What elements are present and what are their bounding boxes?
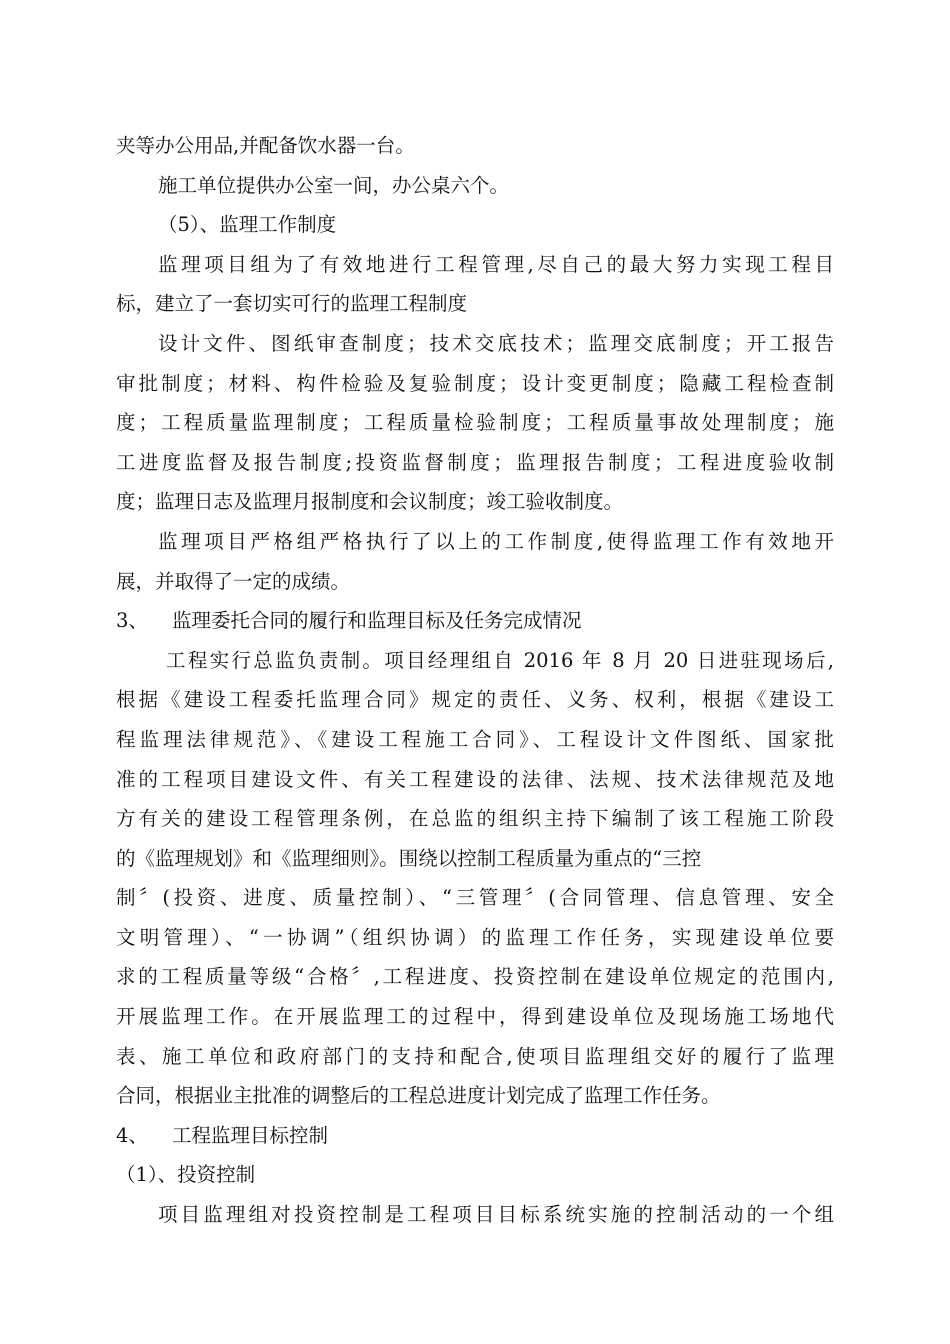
paragraph-line: 监理项目组为了有效地进行工程管理,尽自己的最大努力实现工程目 xyxy=(158,252,834,276)
paragraph-line: 文明管理）、“一协调”（组织协调）的监理工作任务，实现建设单位要 xyxy=(116,925,834,949)
paragraph-line: 表、施工单位和政府部门的支持和配合,使项目监理组交好的履行了监理 xyxy=(116,1044,834,1068)
paragraph-line: 工程实行总监负责制。项目经理组自 2016 年 8 月 20 日进驻现场后, xyxy=(166,648,834,672)
paragraph-line: 标，建立了一套切实可行的监理工程制度 xyxy=(116,292,468,316)
paragraph-line: 展，并取得了一定的成绩。 xyxy=(116,569,351,593)
paragraph-line: 方有关的建设工程管理条例，在总监的组织主持下编制了该工程施工阶段 xyxy=(116,807,834,831)
section-heading-4 xyxy=(116,1116,834,1156)
section-number: 4、 xyxy=(116,1123,148,1147)
paragraph-line: 准的工程项目建设文件、有关工程建设的法律、法规、技术法律规范及地 xyxy=(116,767,834,791)
paragraph-line: 设计文件、图纸审查制度；技术交底技术；监理交底制度；开工报告 xyxy=(158,331,834,355)
paragraph-line: 开展监理工作。在开展监理工的过程中，得到建设单位及现场施工场地代 xyxy=(116,1005,834,1029)
paragraph-line: 制〞(投资、进度、质量控制）、“三管理〞(合同管理、信息管理、安全 xyxy=(116,886,834,910)
subsection-heading: （1）、投资控制 xyxy=(116,1163,256,1187)
paragraph-line: 的《监理规划》和《监理细则》。围绕以控制工程质量为重点的“三控 xyxy=(116,846,702,870)
section-title: 工程监理目标控制 xyxy=(172,1123,329,1147)
paragraph-line: 施工单位提供办公室一间，办公桌六个。 xyxy=(158,173,510,197)
subsection-heading: （5）、监理工作制度 xyxy=(158,213,337,237)
paragraph-line: 夹等办公用品,并配备饮水器一台。 xyxy=(116,134,415,157)
paragraph-line: 监理项目严格组严格执行了以上的工作制度,使得监理工作有效地开 xyxy=(158,529,834,553)
section-number: 3、 xyxy=(116,609,148,633)
paragraph-line: 求的工程质量等级“合格〞,工程进度、投资控制在建设单位规定的范围内, xyxy=(116,965,834,989)
paragraph-line: 根据《建设工程委托监理合同》规定的责任、义务、权利，根据《建设工 xyxy=(116,688,834,712)
paragraph-line: 程监理法律规范》、《建设工程施工合同》、工程设计文件图纸、国家批 xyxy=(116,727,834,751)
paragraph-line: 度；监理日志及监理月报制度和会议制度；竣工验收制度。 xyxy=(116,490,624,514)
document-page xyxy=(116,126,834,1235)
paragraph-line: 审批制度；材料、构件检验及复验制度；设计变更制度；隐藏工程检查制 xyxy=(116,371,834,395)
paragraph-line: 度；工程质量监理制度；工程质量检验制度；工程质量事故处理制度；施 xyxy=(116,411,834,435)
paragraph-line: 项目监理组对投资控制是工程项目目标系统实施的控制活动的一个组 xyxy=(158,1203,834,1227)
section-title: 监理委托合同的履行和监理目标及任务完成情况 xyxy=(172,609,582,633)
section-heading-3 xyxy=(116,601,834,641)
paragraph-line: 合同，根据业主批准的调整后的工程总进度计划完成了监理工作任务。 xyxy=(116,1084,721,1108)
paragraph-line: 工进度监督及报告制度;投资监督制度；监理报告制度；工程进度验收制 xyxy=(116,450,834,474)
